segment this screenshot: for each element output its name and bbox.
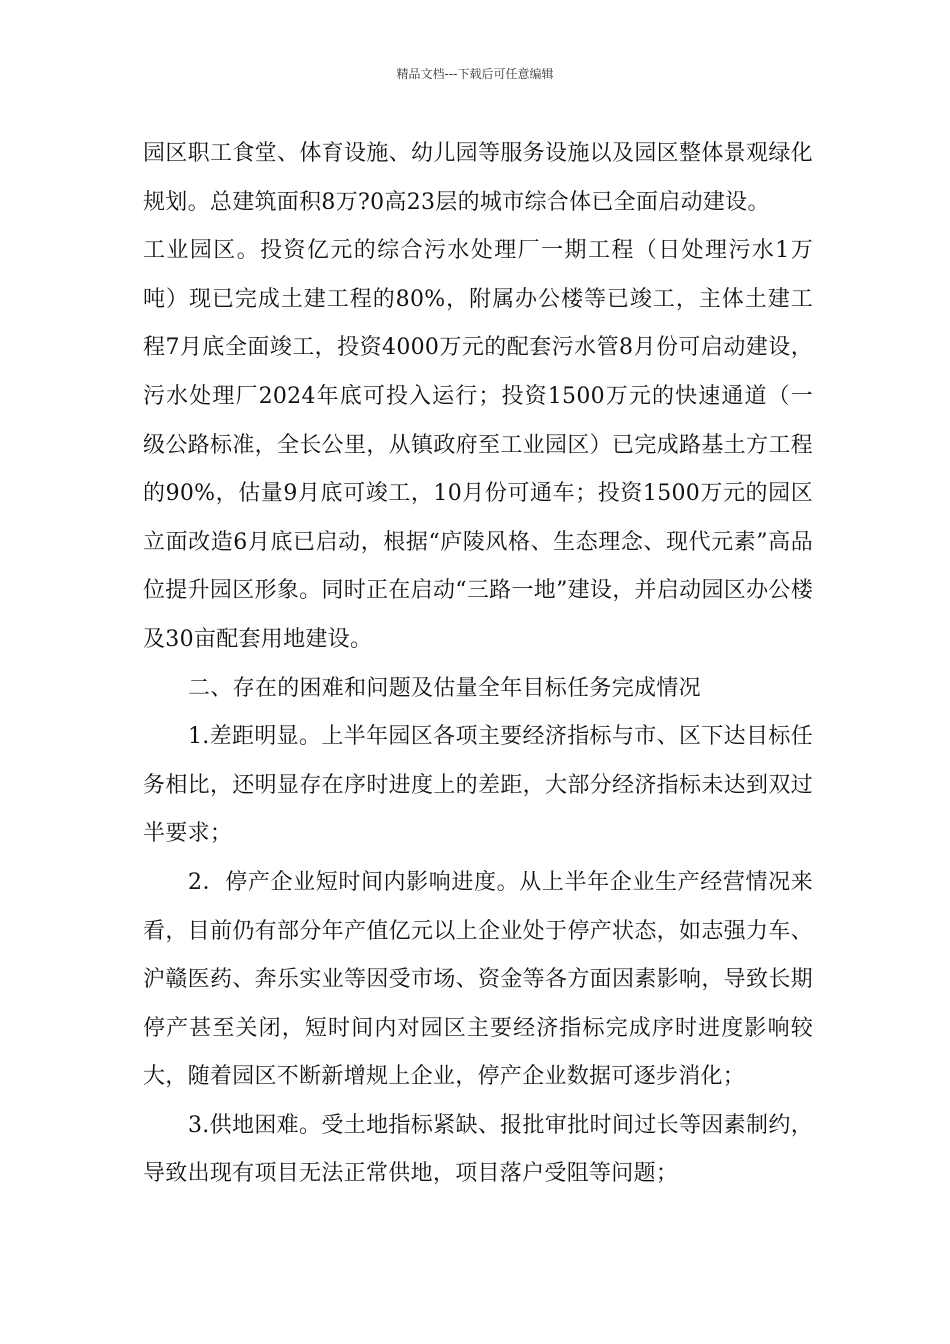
section-heading-difficulties: 二、存在的困难和问题及估量全年目标任务完成情况 bbox=[188, 675, 701, 701]
paragraph-item-3: 3.供地困难。受土地指标紧缺、报批审批时间过长等因素制约，导致出现有项目无法正常供地，项目落户受阻等问题； bbox=[143, 1112, 813, 1187]
document-body bbox=[143, 130, 813, 1199]
paragraph-service-facilities: 园区职工食堂、体育设施、幼儿园等服务设施以及园区整体景观绿化规划。总建筑面积8万?0高23层的城市综合体已全面启动建设。 bbox=[143, 141, 813, 215]
paragraph-item-1: 1.差距明显。上半年园区各项主要经济指标与市、区下达目标任务相比，还明显存在序时进度上的差距，大部分经济指标未达到双过半要求； bbox=[143, 724, 813, 847]
paragraph-industrial-park: 工业园区。投资亿元的综合污水处理厂一期工程（日处理污水1万吨）现已完成土建工程的80%，附属办公楼等已竣工，主体土建工程7月底全面竣工，投资4000万元的配套污水管8月份可启动建设，污水处理厂2024年底可投入运行；投资1500万元的快速通道（一级公路标准，全长公里，从镇政府至工业园区）已完成路基土方工程的90%，估量9月底可竣工，10月份可通车；投资1500万元的园区立面改造6月底已启动，根据“庐陵风格、生态理念、现代元素”高品位提升园区形象。同时正在启动“三路一地”建设，并启动园区办公楼及30亩配套用地建设。 bbox=[143, 238, 813, 652]
paragraph-item-2: 2．停产企业短时间内影响进度。从上半年企业生产经营情况来看，目前仍有部分年产值亿元以上企业处于停产状态，如志强力车、沪赣医药、奔乐实业等因受市场、资金等各方面因素影响，导致长期停产甚至关闭，短时间内对园区主要经济指标完成序时进度影响较大，随着园区不断新增规上企业，停产企业数据可逐步消化； bbox=[143, 869, 813, 1090]
header-note: 精品文档---下载后可任意编辑 bbox=[396, 67, 554, 81]
